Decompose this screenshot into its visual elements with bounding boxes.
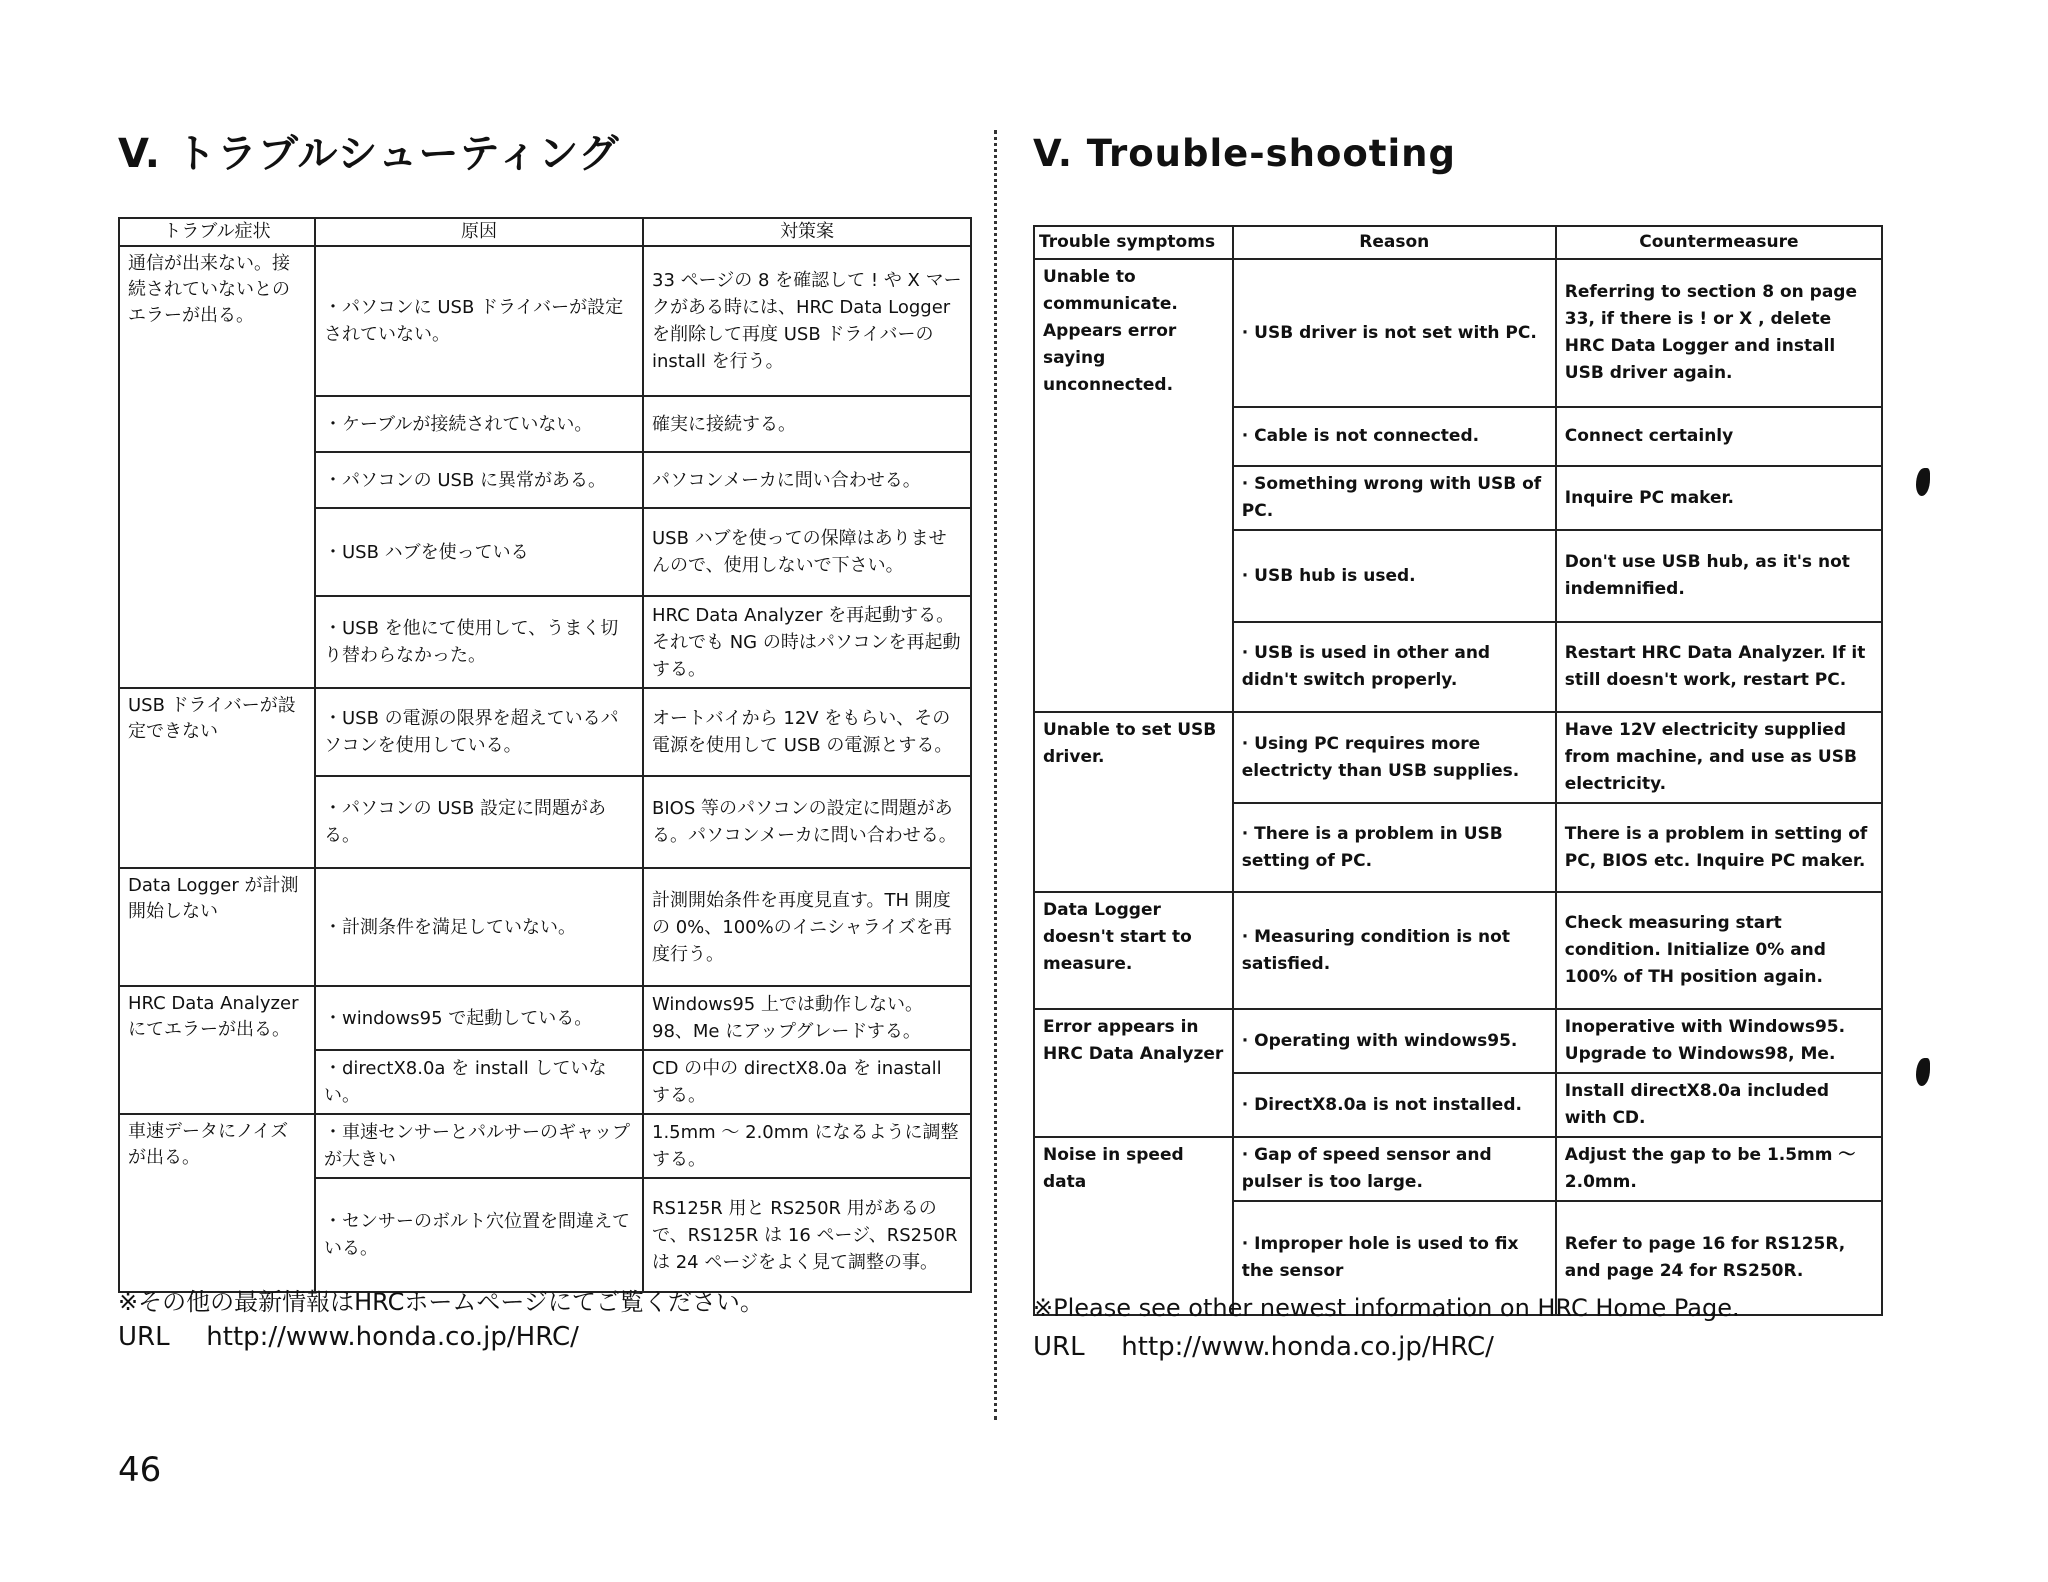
col-header-reason: Reason xyxy=(1233,226,1556,259)
table-row xyxy=(119,868,971,986)
countermeasure-cell: Refer to page 16 for RS125R, and page 24 for RS250R. xyxy=(1556,1201,1882,1315)
countermeasure-cell: Adjust the gap to be 1.5mm ～ 2.0mm. xyxy=(1556,1137,1882,1201)
header-row xyxy=(1034,226,1882,259)
page-title: V. トラブルシューティング xyxy=(118,131,620,177)
url-link[interactable]: http://www.honda.co.jp/HRC/ xyxy=(206,1322,579,1352)
scan-mark-icon xyxy=(1916,1058,1930,1086)
reason-cell: ・パソコンの USB 設定に問題がある。 xyxy=(315,776,643,868)
table-row xyxy=(1034,712,1882,803)
reason-cell: · Using PC requires more electricty than USB supplies. xyxy=(1233,712,1556,803)
countermeasure-cell: Have 12V electricity supplied from machine, and use as USB electricity. xyxy=(1556,712,1882,803)
footer-note: ※Please see other newest information on HRC Home Page. xyxy=(1033,1294,1740,1322)
symptom-cell: Error appears in HRC Data Analyzer xyxy=(1034,1009,1233,1137)
symptom-cell: Data Logger doesn't start to measure. xyxy=(1034,892,1233,1009)
countermeasure-cell: There is a problem in setting of PC, BIOS etc. Inquire PC maker. xyxy=(1556,803,1882,892)
countermeasure-cell: Inquire PC maker. xyxy=(1556,466,1882,530)
reason-cell: ・USB を他にて使用して、うまく切り替わらなかった。 xyxy=(315,596,643,688)
symptom-cell: Data Logger が計測開始しない xyxy=(119,868,315,986)
countermeasure-cell: HRC Data Analyzer を再起動する。それでも NG の時はパソコンを再起動する。 xyxy=(643,596,971,688)
footer-note: ※その他の最新情報はHRCホームページにてご覧ください。 xyxy=(118,1288,764,1316)
page-title: V. Trouble-shooting xyxy=(1033,132,1457,175)
countermeasure-cell: 33 ページの 8 を確認して ! や X マークがある時には、HRC Data Logger を削除して再度 USB ドライバーの install を行う。 xyxy=(643,246,971,396)
reason-cell: ・USB ハブを使っている xyxy=(315,508,643,596)
countermeasure-cell: Check measuring start condition. Initialize 0% and 100% of TH position again. xyxy=(1556,892,1882,1009)
reason-cell: · DirectX8.0a is not installed. xyxy=(1233,1073,1556,1137)
countermeasure-cell: Windows95 上では動作しない。98、Me にアップグレードする。 xyxy=(643,986,971,1050)
countermeasure-cell: Restart HRC Data Analyzer. If it still doesn't work, restart PC. xyxy=(1556,622,1882,712)
troubleshooting-table xyxy=(1033,225,1883,1316)
table-row xyxy=(1034,259,1882,407)
countermeasure-cell: USB ハブを使っての保障はありませんので、使用しないで下さい。 xyxy=(643,508,971,596)
reason-cell: · USB driver is not set with PC. xyxy=(1233,259,1556,407)
reason-cell: · Operating with windows95. xyxy=(1233,1009,1556,1073)
reason-cell: · Measuring condition is not satisfied. xyxy=(1233,892,1556,1009)
reason-cell: ・パソコンの USB に異常がある。 xyxy=(315,452,643,508)
troubleshooting-table xyxy=(118,217,972,1293)
countermeasure-cell: 計測開始条件を再度見直す。TH 開度の 0%、100%のイニシャライズを再度行う。 xyxy=(643,868,971,986)
reason-cell: · Cable is not connected. xyxy=(1233,407,1556,466)
countermeasure-cell: パソコンメーカに問い合わせる。 xyxy=(643,452,971,508)
reason-cell: · Gap of speed sensor and pulser is too large. xyxy=(1233,1137,1556,1201)
table-row xyxy=(119,246,971,396)
countermeasure-cell: RS125R 用と RS250R 用があるので、RS125R は 16 ページ、RS250R は 24 ページをよく見て調整の事。 xyxy=(643,1178,971,1292)
reason-cell: ・計測条件を満足していない。 xyxy=(315,868,643,986)
countermeasure-cell: CD の中の directX8.0a を inastall する。 xyxy=(643,1050,971,1114)
reason-cell: ・ケーブルが接続されていない。 xyxy=(315,396,643,452)
page-divider xyxy=(994,130,997,1420)
countermeasure-cell: 1.5mm ～ 2.0mm になるように調整する。 xyxy=(643,1114,971,1178)
reason-cell: ・directX8.0a を install していない。 xyxy=(315,1050,643,1114)
reason-cell: · USB is used in other and didn't switch properly. xyxy=(1233,622,1556,712)
reason-cell: ・車速センサーとパルサーのギャップが大きい xyxy=(315,1114,643,1178)
countermeasure-cell: Install directX8.0a included with CD. xyxy=(1556,1073,1882,1137)
scan-mark-icon xyxy=(1916,468,1930,496)
symptom-cell: HRC Data Analyzer にてエラーが出る。 xyxy=(119,986,315,1114)
reason-cell: ・センサーのボルト穴位置を間違えている。 xyxy=(315,1178,643,1292)
countermeasure-cell: Referring to section 8 on page 33, if there is ! or X , delete HRC Data Logger and install USB driver again. xyxy=(1556,259,1882,407)
symptom-cell: 通信が出来ない。接続されていないとのエラーが出る。 xyxy=(119,246,315,688)
symptom-cell: Unable to communicate. Appears error saying unconnected. xyxy=(1034,259,1233,712)
reason-cell: · Improper hole is used to fix the sensor xyxy=(1233,1201,1556,1315)
homepage-url xyxy=(118,1322,579,1352)
countermeasure-cell: Inoperative with Windows95. Upgrade to Windows98, Me. xyxy=(1556,1009,1882,1073)
table-row xyxy=(119,688,971,776)
col-header-symptom: トラブル症状 xyxy=(119,218,315,246)
url-label: URL xyxy=(1033,1332,1085,1362)
url-label: URL xyxy=(118,1322,170,1352)
reason-cell: ・パソコンに USB ドライバーが設定されていない。 xyxy=(315,246,643,396)
reason-cell: · Something wrong with USB of PC. xyxy=(1233,466,1556,530)
header-row xyxy=(119,218,971,246)
symptom-cell: USB ドライバーが設定できない xyxy=(119,688,315,868)
table-row xyxy=(1034,1137,1882,1201)
countermeasure-cell: 確実に接続する。 xyxy=(643,396,971,452)
url-link[interactable]: http://www.honda.co.jp/HRC/ xyxy=(1121,1332,1494,1362)
table-row xyxy=(1034,1009,1882,1073)
countermeasure-cell: Connect certainly xyxy=(1556,407,1882,466)
col-header-countermeasure: Countermeasure xyxy=(1556,226,1882,259)
reason-cell: ・USB の電源の限界を超えているパソコンを使用している。 xyxy=(315,688,643,776)
symptom-cell: 車速データにノイズが出る。 xyxy=(119,1114,315,1292)
reason-cell: · USB hub is used. xyxy=(1233,530,1556,622)
homepage-url xyxy=(1033,1332,1494,1362)
countermeasure-cell: BIOS 等のパソコンの設定に問題がある。パソコンメーカに問い合わせる。 xyxy=(643,776,971,868)
page-number: 46 xyxy=(118,1450,162,1490)
symptom-cell: Unable to set USB driver. xyxy=(1034,712,1233,892)
col-header-reason: 原因 xyxy=(315,218,643,246)
countermeasure-cell: オートバイから 12V をもらい、その電源を使用して USB の電源とする。 xyxy=(643,688,971,776)
col-header-symptom: Trouble symptoms xyxy=(1034,226,1233,259)
table-row xyxy=(1034,892,1882,1009)
reason-cell: · There is a problem in USB setting of PC. xyxy=(1233,803,1556,892)
col-header-countermeasure: 対策案 xyxy=(643,218,971,246)
table-row xyxy=(119,986,971,1050)
countermeasure-cell: Don't use USB hub, as it's not indemnified. xyxy=(1556,530,1882,622)
symptom-cell: Noise in speed data xyxy=(1034,1137,1233,1315)
reason-cell: ・windows95 で起動している。 xyxy=(315,986,643,1050)
table-row xyxy=(119,1114,971,1178)
